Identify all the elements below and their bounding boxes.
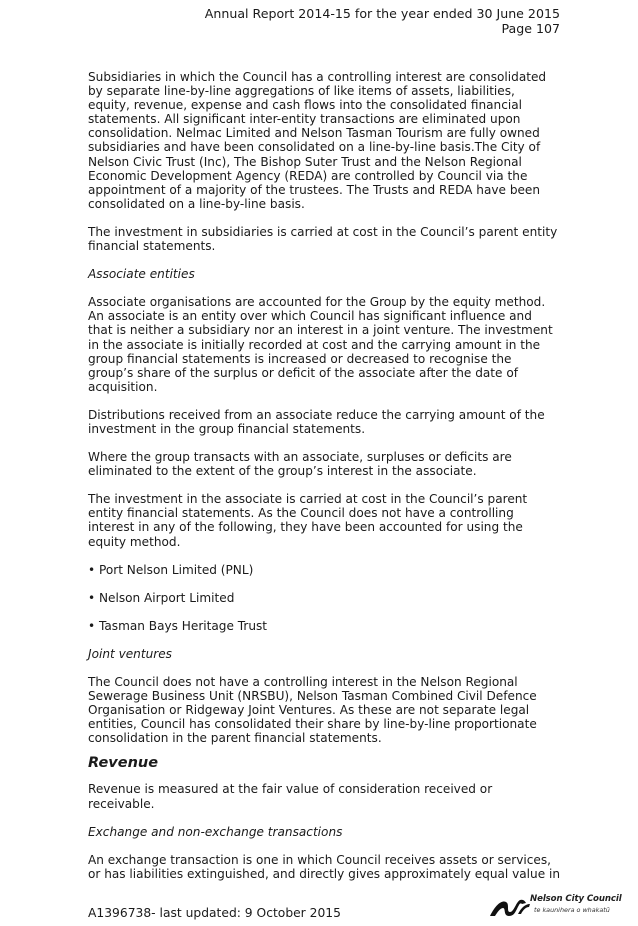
nelson-wave-logo-icon <box>488 894 532 920</box>
council-logo <box>488 894 622 920</box>
document-body <box>88 70 560 881</box>
paragraph-associate-equity: Associate organisations are accounted for the Group by the equity method. An associate is an entity over which Council has significant influence and that is neither a subsidiary nor an interest in a joint venture. The investment in the associate is initially recorded at cost and the carrying amount in the group financial statements is increased or decreased to recognise the group’s share of the surplus or deficit of the associate after the date of acquisition. <box>88 295 553 394</box>
report-title: Annual Report 2014-15 for the year ended 30 June 2015 <box>204 6 560 21</box>
section-heading-revenue: Revenue <box>88 755 159 772</box>
paragraph-exchange: An exchange transaction is one in which Council receives assets or services, or has liabilities extinguished, and directly gives approximately equal value in <box>88 852 560 881</box>
footer-doc-ref: A1396738- last updated: 9 October 2015 <box>88 906 341 920</box>
page-number: Page 107 <box>501 21 560 36</box>
list-item: • Tasman Bays Heritage Trust <box>88 618 268 633</box>
paragraph-associate-cost: The investment in the associate is carried at cost in the Council’s parent entity financial statements. As the Council does not have a controlling interest in any of the following, they have been accounted for using the equity method. <box>88 492 528 549</box>
logo-name: Nelson City Council <box>530 894 622 904</box>
paragraph-subsidiaries: Subsidiaries in which the Council has a controlling interest are consolidated by separate line-by-line aggregations of like items of assets, liabilities, equity, revenue, expense and cash flows into the consolidated financial statements. All significant inter-entity transactions are eliminated upon consolidation. Nelmac Limited and Nelson Tasman Tourism are fully owned subsidiaries and have been consolidated on a line-by-line basis.The City of Nelson Civic Trust (Inc), The Bishop Suter Trust and the Nelson Regional Economic Development Agency (REDA) are controlled by Council via the appointment of a majority of the trustees. The Trusts and REDA have been consolidated on a line-by-line basis. <box>88 70 547 211</box>
subheading-joint-ventures: Joint ventures <box>88 646 172 661</box>
list-item: • Nelson Airport Limited <box>88 590 235 605</box>
paragraph-associate-transactions: Where the group transacts with an associate, surpluses or deficits are eliminated to the extent of the group’s interest in the associate. <box>88 450 512 479</box>
page-header <box>205 6 560 36</box>
paragraph-joint-ventures: The Council does not have a controlling interest in the Nelson Regional Sewerage Business Unit (NRSBU), Nelson Tasman Combined Civil Defence Organisation or Ridgeway Joint Ventures. As these are not separate legal entities, Council has consolidated their share by line-by-line proportionate consolidation in the parent financial statements. <box>88 675 537 746</box>
subheading-associate-entities: Associate entities <box>88 267 195 282</box>
paragraph-associate-distributions: Distributions received from an associate reduce the carrying amount of the investment in the group financial statements. <box>88 407 545 436</box>
paragraph-revenue: Revenue is measured at the fair value of consideration received or receivable. <box>88 782 493 811</box>
subheading-exchange: Exchange and non-exchange transactions <box>88 824 343 839</box>
logo-tagline: te kaunihera o whakatū <box>534 906 610 914</box>
paragraph-subsidiaries-cost: The investment in subsidiaries is carried at cost in the Council’s parent entity financial statements. <box>88 224 558 254</box>
list-item: • Port Nelson Limited (PNL) <box>88 562 254 577</box>
